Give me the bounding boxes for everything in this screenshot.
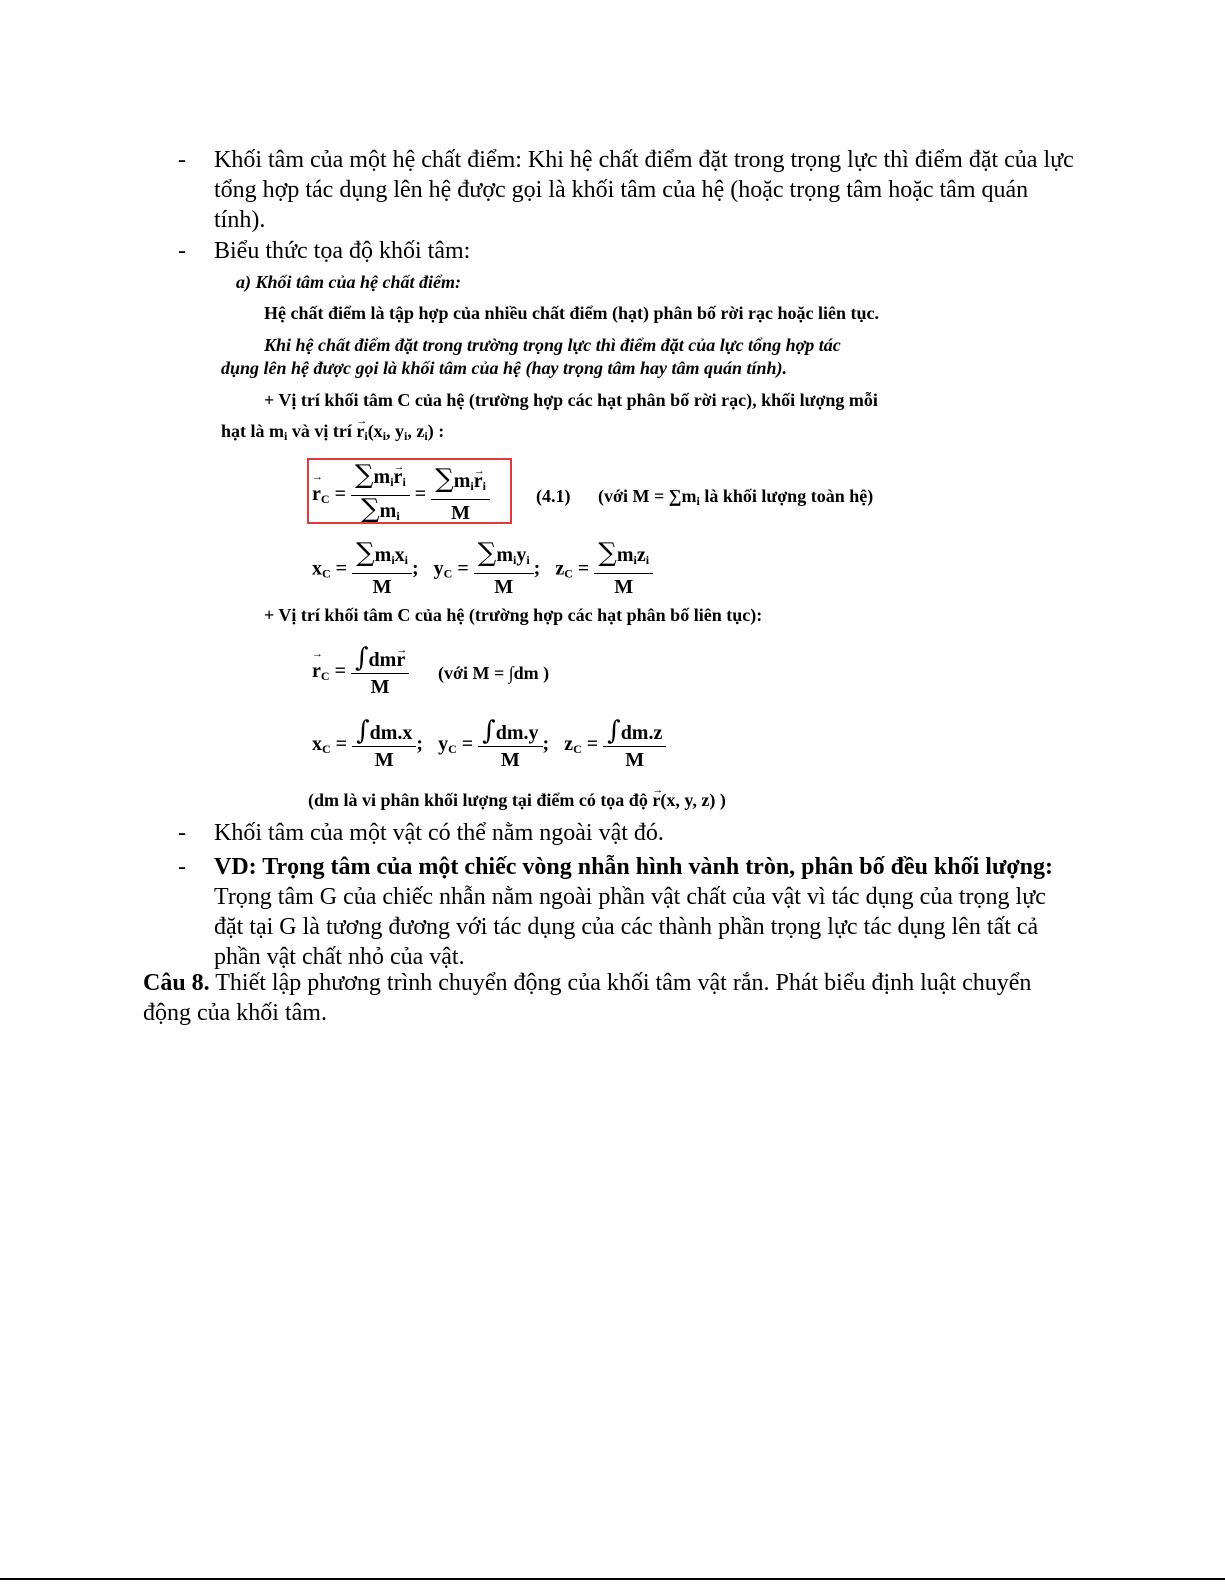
bullet-outside-object: [178, 818, 1188, 848]
question-number: Câu 8.: [143, 970, 210, 996]
bullet-center-of-mass-definition: [178, 145, 1188, 235]
page-bottom-rule: [0, 1578, 1225, 1580]
question-8: [143, 968, 1043, 1028]
inset-heading: a) Khối tâm của hệ chất điểm:: [236, 272, 461, 292]
example-label: VD: Trọng tâm của một chiếc vòng nhẫn hình vành tròn, phân bố đều khối lượng:: [214, 854, 1053, 880]
bullet-dash: -: [178, 238, 186, 264]
continuous-note: (với M = ∫dm ): [438, 663, 550, 683]
inset-line-2b: dụng lên hệ được gọi là khối tâm của hệ (hay trọng tâm hay tâm quán tính).: [221, 358, 788, 378]
formula-discrete-rc: → $r_C$ = $\frac{\sum m_i\to r_i}{\sum m_i}$ = $\frac{\sum m_i\to r_i}{M}$: [312, 462, 490, 529]
example-text: Trọng tâm G của chiếc nhẫn nằm ngoài phần vật chất của vật vì tác dụng của trọng lực đặt tại G là tương đương với tác dụng của các thành phần trọng lực tác dụng lên tất cả phần vật chất nhỏ của vật.: [214, 884, 1046, 970]
inset-footnote: (dm là vi phân khối lượng tại điểm có tọa độ → r(x, y, z) ): [308, 788, 726, 812]
equation-label: (4.1): [536, 486, 571, 506]
question-text: Thiết lập phương trình chuyển động của khối tâm vật rắn. Phát biểu định luật chuyển động của khối tâm.: [143, 970, 1032, 1026]
bullet-dash: -: [178, 854, 186, 880]
formula-discrete-components: $x_C$ = $\frac{\sum m_ix_i}{M}$ ; $y_C$ = $\frac{\sum m_iy_i}{M}$ ; $z_C$ = $\frac{\sum m_iz_i}{M}$: [312, 540, 653, 600]
bullet-example-ring: [178, 852, 1188, 972]
bullet-dash: -: [178, 147, 186, 173]
inset-line-3b: hạt là $m_i$ và vị trí → $r_i(x_i$, $y_i$, $z_i$) :: [221, 419, 444, 448]
bullet-text: Khối tâm của một hệ chất điểm: Khi hệ chất điểm đặt trong trọng lực thì điểm đặt của lực tổng hợp tác dụng lên hệ được gọi là khối tâm của hệ (hoặc trọng tâm hoặc tâm quán tính).: [214, 147, 1074, 233]
bullet-text: [214, 852, 1078, 972]
inset-line-3a: + Vị trí khối tâm C của hệ (trường hợp các hạt phân bố rời rạc), khối lượng mỗi: [264, 390, 878, 410]
formula-continuous-rc: → $r_C$ = $\frac{\int dm\to r}{M}$: [312, 645, 409, 700]
bullet-text: Biểu thức tọa độ khối tâm:: [214, 238, 471, 264]
bullet-coordinate-expression: [178, 236, 1188, 266]
bullet-dash: -: [178, 820, 186, 846]
inset-line-2a: Khi hệ chất điểm đặt trong trường trọng lực thì điểm đặt của lực tổng hợp tác: [264, 335, 841, 355]
inset-line-4: + Vị trí khối tâm C của hệ (trường hợp các hạt phân bố liên tục):: [264, 605, 763, 625]
formula-continuous-components: $x_C$ = $\frac{\int dm.x}{M}$ ; $y_C$ = $\frac{\int dm.y}{M}$ ; $z_C$ = $\frac{\int dm.z}{M}$: [312, 718, 666, 773]
equation-note: (với $M = \sum m_i$ là khối lượng toàn hệ): [598, 486, 874, 508]
inset-line-1: Hệ chất điểm là tập hợp của nhiều chất điểm (hạt) phân bố rời rạc hoặc liên tục.: [264, 303, 879, 323]
bullet-text: Khối tâm của một vật có thể nằm ngoài vật đó.: [214, 820, 664, 846]
